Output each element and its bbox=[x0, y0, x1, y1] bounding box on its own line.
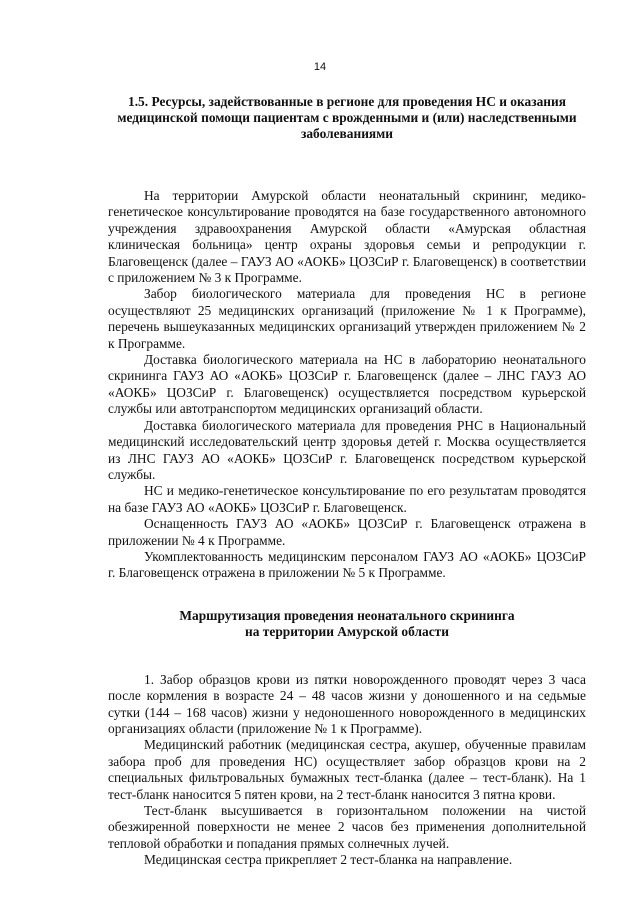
page-content bbox=[108, 88, 586, 869]
paragraph: На территории Амурской области неонатальный скрининг, медико-генетическое консультирование проводятся на базе государственного автономного учреждения здравоохранения Амурской области «Амурская областная клиническая больница» центр охраны здоровья семьи и репродукции г. Благовещенск (далее – ГАУЗ АО «АОКБ» ЦОЗСиР г. Благовещенск) в соответствии с приложением № 3 к Программе. bbox=[108, 188, 586, 286]
section-heading-routing bbox=[108, 608, 586, 640]
paragraph: Тест-бланк высушивается в горизонтальном положении на чистой обезжиренной поверхности не менее 2 часов без применения дополнительной тепловой обработки и попадания прямых солнечных лучей. bbox=[108, 803, 586, 851]
paragraph: Медицинский работник (медицинская сестра, акушер, обученные правилам забора проб для проведения НС) осуществляет забор образцов крови на 2 специальных фильтровальных бумажных тест-бланка (далее – тест-бланк). На 1 тест-бланк наносится 5 пятен крови, на 2 тест-бланк наносится 3 пятна крови. bbox=[108, 737, 586, 802]
paragraph: Медицинская сестра прикрепляет 2 тест-бланка на направление. bbox=[144, 852, 513, 868]
section-heading-resources: 1.5. Ресурсы, задействованные в регионе для проведения НС и оказания медицинской помощи пациентам с врожденными и (или) наследственными заболеваниями bbox=[117, 94, 577, 141]
paragraph: НС и медико-генетическое консультирование по его результатам проводятся на базе ГАУЗ АО «АОКБ» ЦОЗСиР г. Благовещенск. bbox=[108, 483, 586, 515]
section-body-resources bbox=[108, 188, 586, 582]
section-heading-routing-line1: Маршрутизация проведения неонатального скрининга bbox=[179, 607, 515, 623]
paragraph: Доставка биологического материала на НС в лабораторию неонатального скрининга ГАУЗ АО «АОКБ» ЦОЗСиР г. Благовещенск (далее – ЛНС ГАУЗ АО «АОКБ» ЦОЗСиР г. Благовещенск) осуществляется посредством курьерской службы или автотранспортом медицинских организаций области. bbox=[108, 352, 586, 417]
paragraph: Оснащенность ГАУЗ АО «АОКБ» ЦОЗСиР г. Благовещенск отражена в приложении № 4 к Программе. bbox=[108, 516, 586, 548]
paragraph: Доставка биологического материала для проведения РНС в Национальный медицинский исследовательский центр здоровья детей г. Москва осуществляется из ЛНС ГАУЗ АО «АОКБ» ЦОЗСиР г. Благовещенск посредством курьерской службы. bbox=[108, 417, 586, 482]
section-body-routing bbox=[108, 672, 586, 869]
page-number: 14 bbox=[313, 61, 327, 73]
paragraph: 1. Забор образцов крови из пятки новорожденного проводят через 3 часа после кормления в возрасте 24 – 48 часов жизни у доношенного и на седьмые сутки (144 – 168 часов) жизни у недоношенного новорожденного в медицинских организациях области (приложение № 1 к Программе). bbox=[108, 671, 586, 736]
paragraph: Укомплектованность медицинским персоналом ГАУЗ АО «АОКБ» ЦОЗСиР г. Благовещенск отражена в приложении № 5 к Программе. bbox=[108, 548, 586, 581]
paragraph: Забор биологического материала для проведения НС в регионе осуществляют 25 медицинских организаций (приложение № 1 к Программе), перечень вышеуказанных медицинских организаций утвержден приложением № 2 к Программе. bbox=[108, 286, 586, 351]
section-heading-routing-line2: на территории Амурской области bbox=[245, 623, 449, 639]
